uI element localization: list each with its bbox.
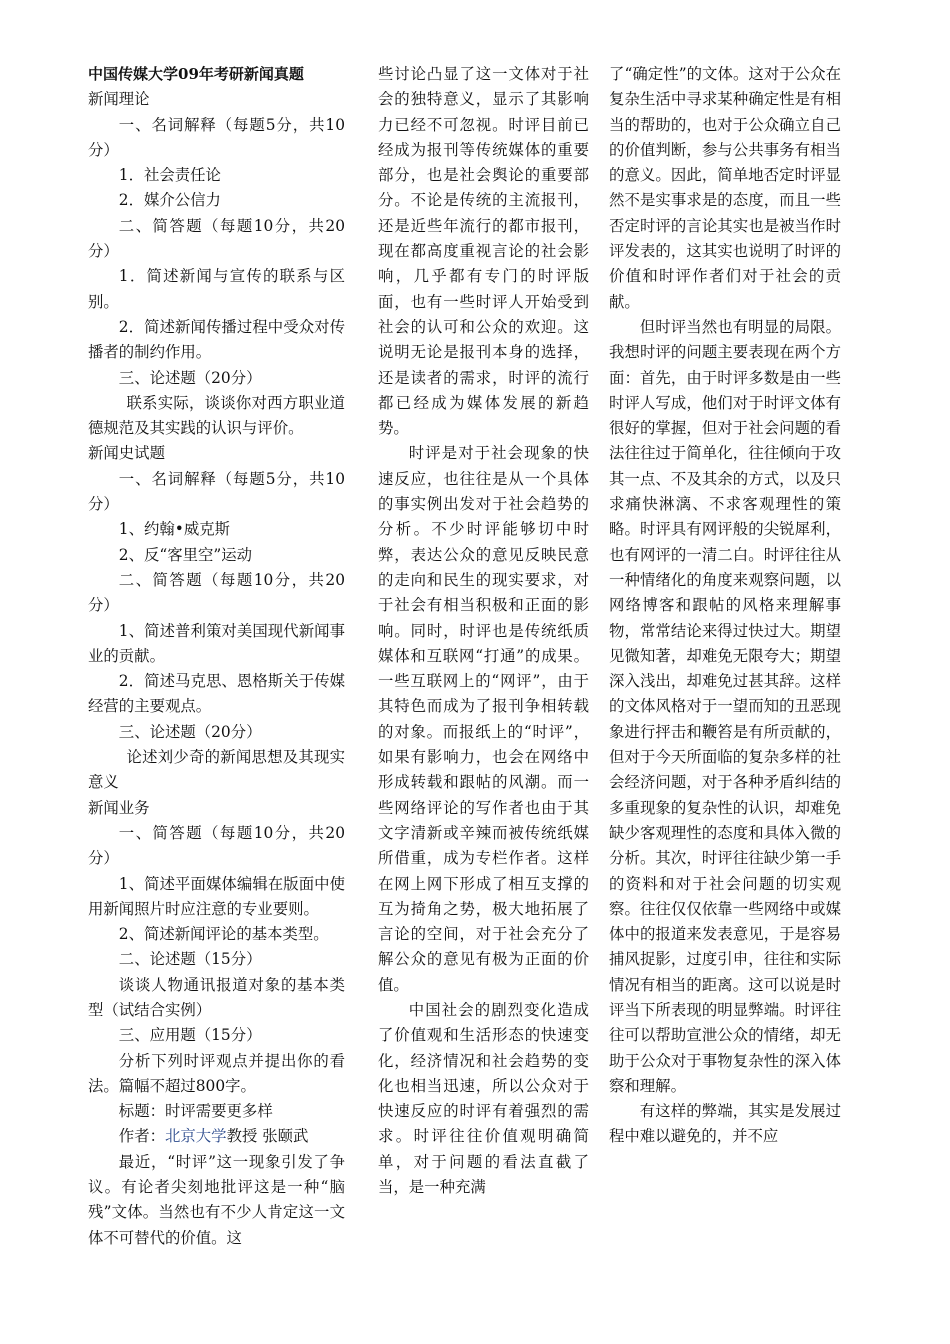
history-part2-heading: 二、简答题（每题10分，共20分） [88,570,345,615]
article-paragraph: 些讨论凸显了这一文体对于社会的独特意义，显示了其影响力已经不可忽视。时评目前已经成为报刊等传统媒体的重要部分，也是社会舆论的重要部分。不论是传统的主流报刊，还是近些年流行的都市报刊，现在都高度重视言论的社会影响，几乎都有专门的时评版面，也有一些时评人开始受到社会的认可和公众的欢迎。这说明无论是报刊本身的选择，还是读者的需求，时评的流行都已经成为媒体发展的新趋势。 [378,65,589,438]
article-paragraph: 有这样的弊端，其实是发展过程中难以避免的，并不应 [609,1102,841,1146]
section-heading-theory: 新闻理论 [88,90,150,109]
theory-part3-heading: 三、论述题（20分） [118,368,262,387]
history-part1-heading: 一、名词解释（每题5分，共10分） [88,469,345,514]
theory-part1-item: 1．社会责任论 [118,166,221,185]
left-column [88,62,345,1251]
article-paragraph: 了“确定性”的文体。这对于公众在复杂生活中寻求某种确定性是有相当的帮助的，也对于公众确立自己的价值判断，参与公共事务有相当的意义。因此，简单地否定时评显然不是实事求是的态度，而且一些否定时评的言论其实也是被当作时评发表的，这其实也说明了时评的价值和时评作者们对于社会的贡献。 [609,65,841,311]
section-heading-history: 新闻史试题 [88,444,165,463]
exam-title: 中国传媒大学09年考研新闻真题 [88,65,304,83]
history-part1-item: 2、反“客里空”运动 [118,545,253,564]
history-part3-heading: 三、论述题（20分） [118,722,262,741]
theory-part1-item: 2．媒介公信力 [118,191,221,210]
history-part2-item: 1、简述普利策对美国现代新闻事业的贡献。 [88,621,345,665]
article-paragraph: 但时评当然也有明显的局限。我想时评的问题主要表现在两个方面：首先，由于时评多数是由一些时评人写成，他们对于时评文体有很好的掌握，但对于社会问题的看法往往过于简单化，往往倾向于攻其一点、不及其余的方式，以及只求痛快淋漓、不求客观理性的策略。时评具有网评般的尖锐犀利，也有网评的一清二白。时评往往从一种情绪化的角度来观察问题，以网络博客和跟帖的风格来理解事物，常常结论来得过快过大。期望见微知著，却难免无限夸大；期望深入浅出，却难免过甚其辞。这样的文体风格对于一望而知的丑恶现象进行抨击和鞭笞是有所贡献的，但对于今天所面临的复杂多样的社会经济问题，对于各种矛盾纠结的多重现象的复杂性的认识，却难免缺少客观理性的态度和具体入微的分析。其次，时评往往缺少第一手的资料和对于社会问题的切实观察。往往仅仅依靠一些网络中或媒体中的报道来发表意见，于是容易捕风捉影，过度引申，往往和实际情况有相当的距离。这可以说是时评当下所表现的明显弊端。时评往往可以帮助宣泄公众的情绪，却无助于公众对于事物复杂性的深入体察和理解。 [609,317,841,1095]
middle-column [378,62,589,1200]
theory-part3-question: 联系实际，谈谈你对西方职业道德规范及其实践的认识与评价。 [88,393,345,438]
right-column [609,62,841,1150]
article-paragraph: 最近，“时评”这一现象引发了争议。有论者尖刻地批评这是一种“脑残”文体。当然也有不少人肯定这一文体不可替代的价值。这 [88,1152,345,1247]
practice-part3-question: 分析下列时评观点并提出你的看法。篇幅不超过800字。 [88,1051,345,1095]
practice-part2-heading: 二、论述题（15分） [118,950,262,969]
article-paragraph: 中国社会的剧烈变化造成了价值观和生活形态的快速变化，经济情况和社会趋势的变化也相当迅速，所以公众对于快速反应的时评有着强烈的需求。时评往往价值观明确简单，对于问题的看法直截了当，是一种充满 [378,1000,589,1197]
author-name: 教授 张颐武 [226,1127,309,1146]
practice-part2-question: 谈谈人物通讯报道对象的基本类型（试结合实例） [88,975,345,1019]
practice-part3-heading: 三、应用题（15分） [118,1026,262,1045]
section-heading-practice: 新闻业务 [88,798,150,817]
history-part1-item: 1、约翰•威克斯 [118,520,231,539]
practice-part1-item: 1、简述平面媒体编辑在版面中使用新闻照片时应注意的专业要则。 [88,874,345,918]
author-institution-link[interactable]: 北京大学 [164,1127,227,1146]
history-part3-question: 论述刘少奇的新闻思想及其现实意义 [88,748,345,792]
theory-part2-item: 1．简述新闻与宣传的联系与区别。 [88,267,345,311]
practice-part1-heading: 一、简答题（每题10分，共20分） [88,823,345,868]
theory-part2-heading: 二、简答题（每题10分，共20分） [88,216,345,261]
article-title: 标题：时评需要更多样 [118,1102,273,1121]
author-label: 作者： [118,1127,165,1146]
article-paragraph: 时评是对于社会现象的快速反应，也往往是从一个具体的事实例出发对于社会趋势的分析。不少时评能够切中时弊，表达公众的意见反映民意的走向和民生的现实要求，对于社会有相当积极和正面的影响。同时，时评也是传统纸质媒体和互联网“打通”的成果。一些互联网上的“网评”，由于其特色而成为了报刊争相转载的对象。而报纸上的“时评”，如果有影响力，也会在网络中形成转载和跟帖的风潮。而一些网络评论的写作者也由于其文字清新或辛辣而被传统纸媒所借重，成为专栏作者。这样在网上网下形成了相互支撑的互为掎角之势，极大地拓展了言论的空间，对于社会充分了解公众的意见有极为正面的价值。 [378,444,589,994]
theory-part2-item: 2．简述新闻传播过程中受众对传播者的制约作用。 [88,317,345,362]
practice-part1-item: 2、简述新闻评论的基本类型。 [118,925,329,944]
history-part2-item: 2．简述马克思、恩格斯关于传媒经营的主要观点。 [88,672,345,716]
article-author [88,1124,345,1149]
theory-part1-heading: 一、名词解释（每题5分，共10分） [88,115,345,159]
